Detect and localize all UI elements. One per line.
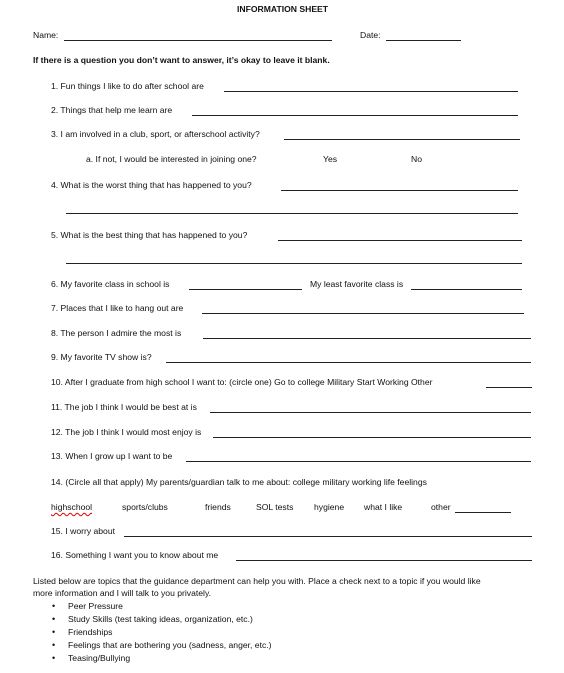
question-14-option-other[interactable]: other — [431, 502, 451, 512]
question-7-label: 7. Places that I like to hang out are — [51, 303, 184, 313]
question-6-favorite-answer-line[interactable] — [189, 289, 302, 290]
topic-item[interactable]: • Feelings that are bothering you (sadness, anger, etc.) — [52, 639, 272, 652]
footer-text-line-2: more information and I will talk to you privately. — [33, 588, 211, 598]
question-7-answer-line[interactable] — [202, 313, 524, 314]
topic-item[interactable]: • Peer Pressure — [52, 600, 272, 613]
question-12-answer-line[interactable] — [213, 437, 531, 438]
name-field[interactable] — [64, 40, 332, 41]
date-field[interactable] — [386, 40, 461, 41]
question-3a-no-option[interactable]: No — [411, 154, 422, 164]
question-1-answer-line[interactable] — [224, 91, 518, 92]
question-3a-yes-option[interactable]: Yes — [323, 154, 338, 164]
question-14-option-hygiene[interactable]: hygiene — [314, 502, 345, 512]
question-5-answer-line-2[interactable] — [66, 263, 522, 264]
question-14-label: 14. (Circle all that apply) My parents/guardian talk to me about: college military working life feelings — [51, 477, 427, 487]
topic-list — [52, 600, 272, 665]
question-8-label: 8. The person I admire the most is — [51, 328, 182, 338]
question-3-label: 3. I am involved in a club, sport, or afterschool activity? — [51, 129, 260, 139]
question-4-label: 4. What is the worst thing that has happened to you? — [51, 180, 252, 190]
question-6-least-label: My least favorite class is — [310, 279, 404, 289]
topic-item[interactable]: • Study Skills (test taking ideas, organization, etc.) — [52, 613, 272, 626]
instruction-text: If there is a question you don’t want to answer, it’s okay to leave it blank. — [33, 55, 330, 65]
question-9-label: 9. My favorite TV show is? — [51, 352, 152, 362]
topic-item[interactable]: • Teasing/Bullying — [52, 652, 272, 665]
question-2-label: 2. Things that help me learn are — [51, 105, 173, 115]
question-16-answer-line[interactable] — [236, 560, 532, 561]
question-10-other-line[interactable] — [486, 387, 532, 388]
question-2-answer-line[interactable] — [192, 115, 518, 116]
question-5-label: 5. What is the best thing that has happened to you? — [51, 230, 248, 240]
question-10-label: 10. After I graduate from high school I want to: (circle one) Go to college Military Start Working Other — [51, 377, 433, 387]
question-14-other-line[interactable] — [455, 512, 511, 513]
question-14-option-sol-tests[interactable]: SOL tests — [256, 502, 294, 512]
question-16-label: 16. Something I want you to know about me — [51, 550, 219, 560]
question-12-label: 12. The job I think I would most enjoy is — [51, 427, 202, 437]
question-5-answer-line[interactable] — [278, 240, 522, 241]
date-label: Date: — [360, 30, 381, 40]
question-14-option-what-i-like[interactable]: what I like — [364, 502, 403, 512]
question-11-label: 11. The job I think I would be best at is — [51, 402, 197, 412]
question-9-answer-line[interactable] — [166, 362, 531, 363]
question-3a-label: a. If not, I would be interested in joining one? — [86, 154, 257, 164]
question-15-answer-line[interactable] — [124, 536, 532, 537]
question-3-answer-line[interactable] — [284, 139, 520, 140]
question-13-answer-line[interactable] — [186, 461, 531, 462]
question-6-least-answer-line[interactable] — [411, 289, 522, 290]
question-14-option-friends[interactable]: friends — [205, 502, 231, 512]
topic-item[interactable]: • Friendships — [52, 626, 272, 639]
question-8-answer-line[interactable] — [203, 338, 531, 339]
question-14-option-highschool[interactable]: highschool — [51, 502, 93, 512]
question-13-label: 13. When I grow up I want to be — [51, 451, 173, 461]
question-6-label: 6. My favorite class in school is — [51, 279, 170, 289]
question-4-answer-line[interactable] — [281, 190, 518, 191]
footer-text-line-1: Listed below are topics that the guidance department can help you with. Place a check next to a topic if you would like — [33, 576, 481, 586]
question-4-answer-line-2[interactable] — [66, 213, 518, 214]
question-15-label: 15. I worry about — [51, 526, 116, 536]
question-11-answer-line[interactable] — [210, 412, 531, 413]
question-1-label: 1. Fun things I like to do after school are — [51, 81, 204, 91]
question-14-option-sports-clubs[interactable]: sports/clubs — [122, 502, 168, 512]
page-title: INFORMATION SHEET — [237, 4, 329, 14]
name-label: Name: — [33, 30, 59, 40]
